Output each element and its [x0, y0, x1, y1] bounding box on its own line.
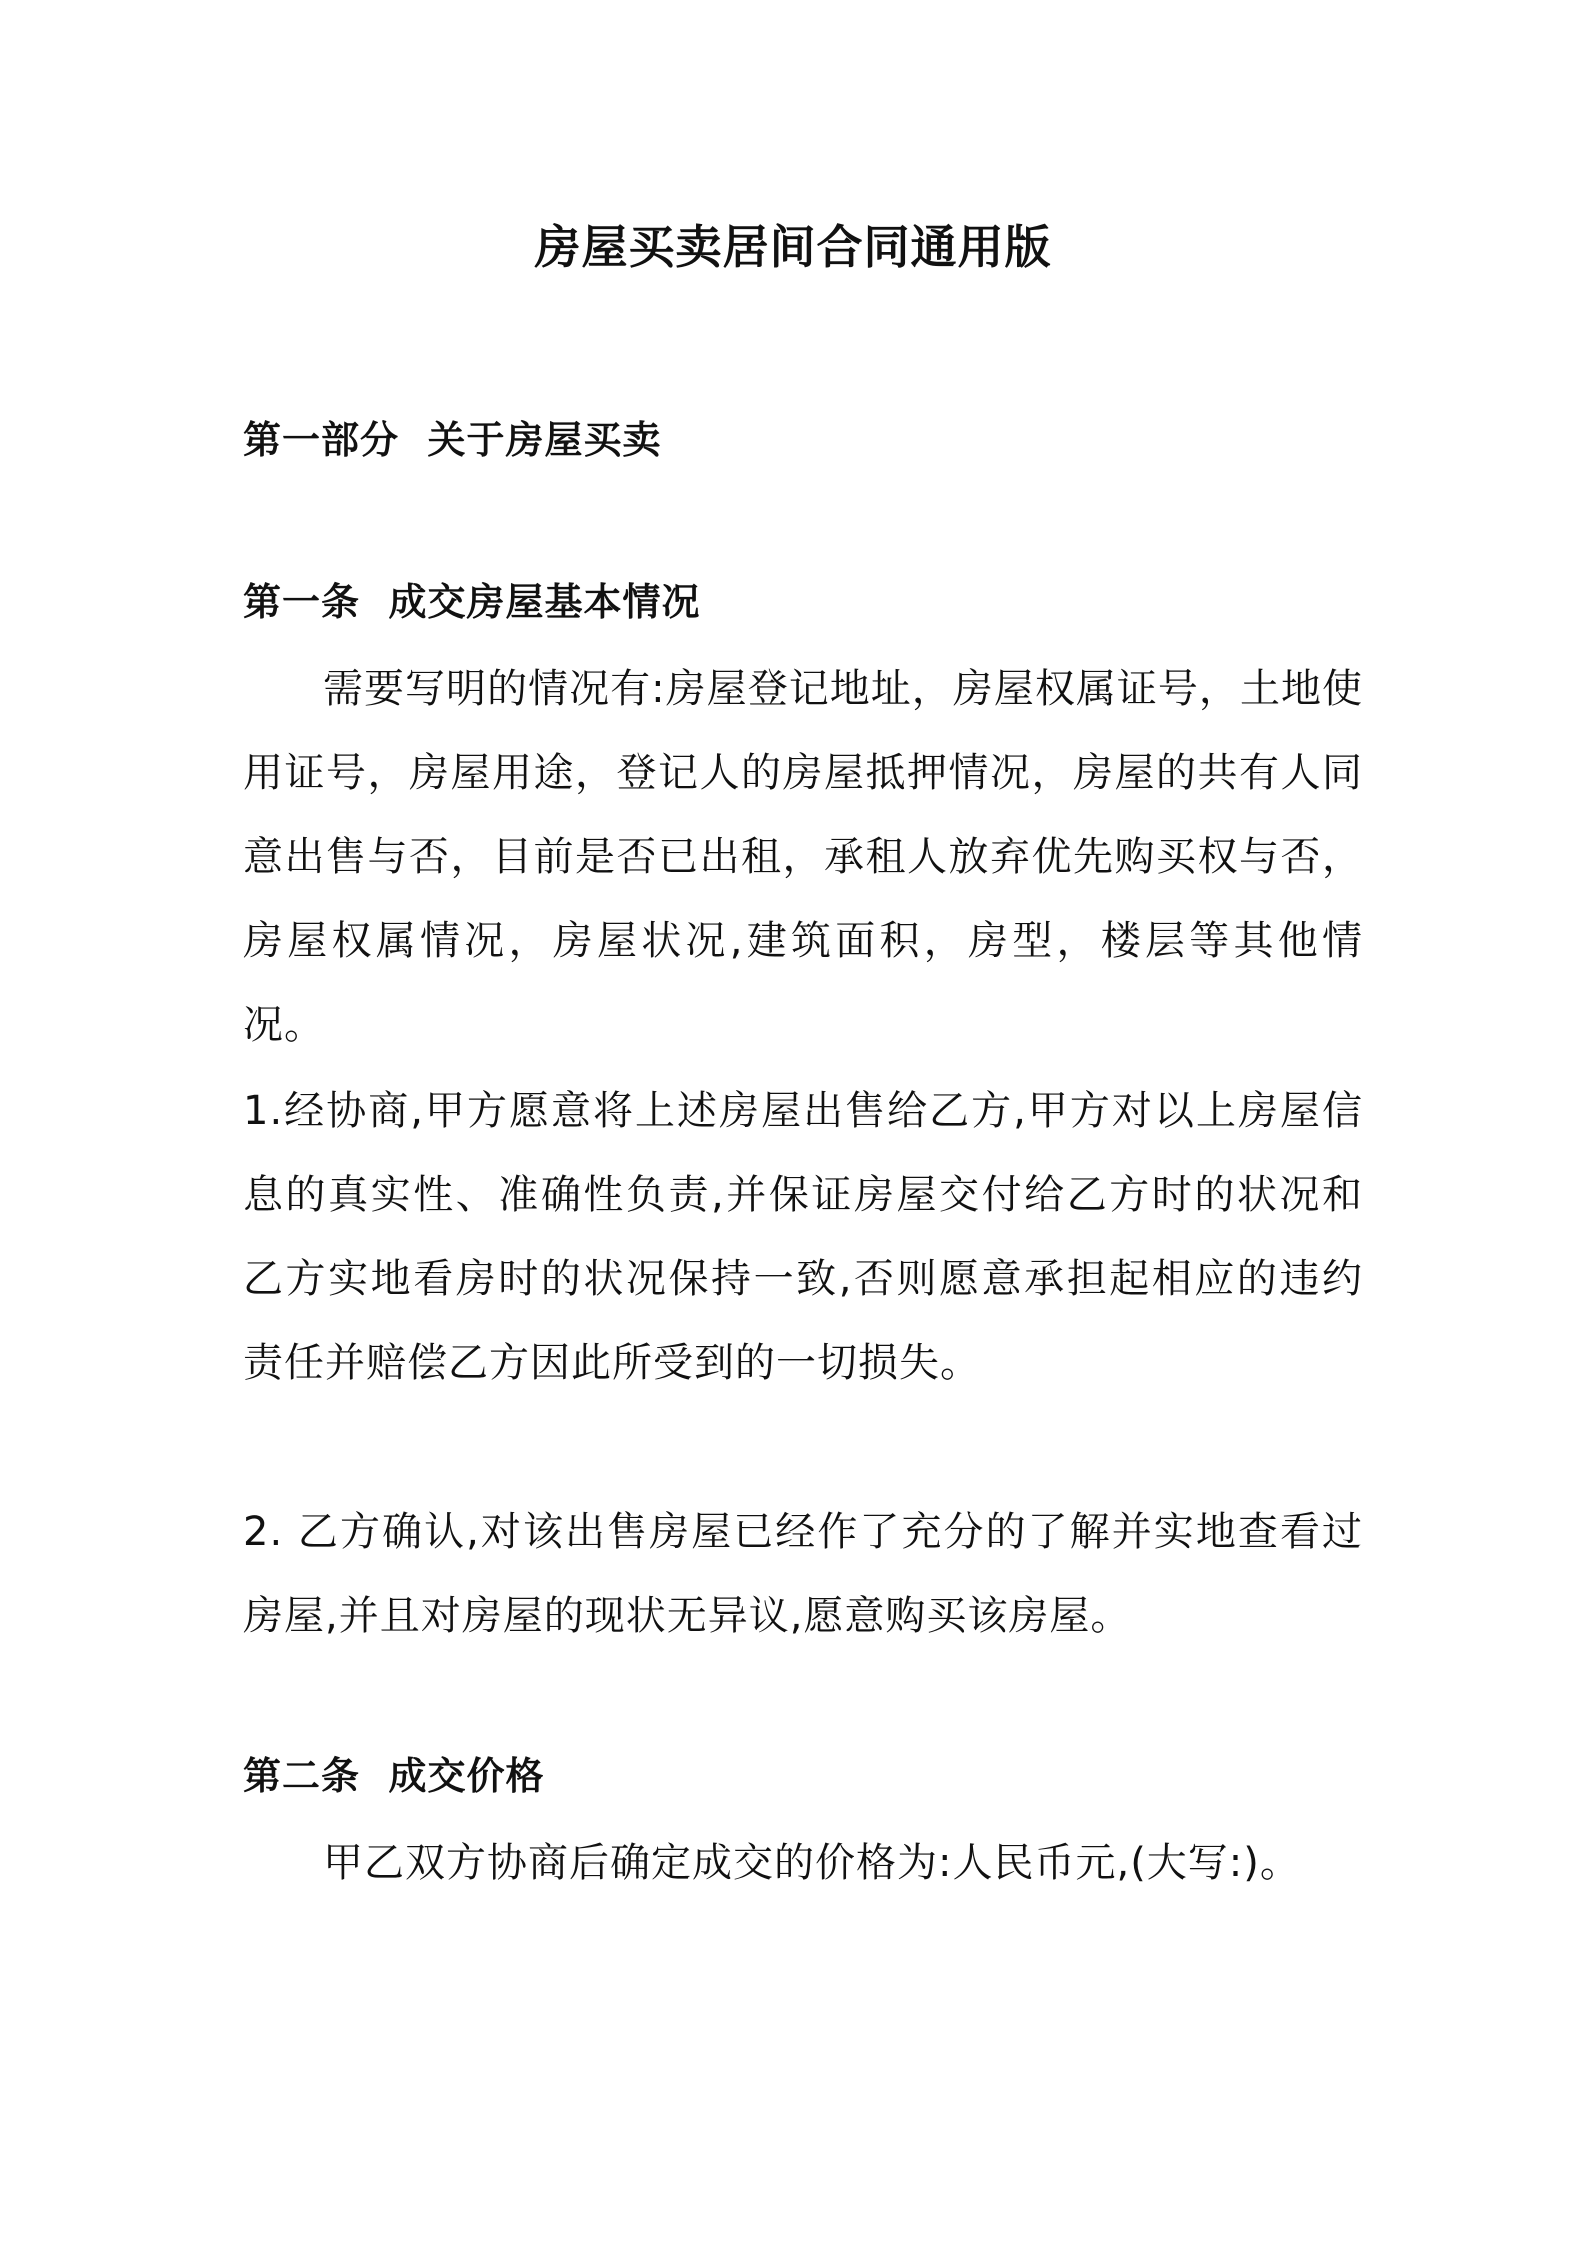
part-heading: 第一部分 关于房屋买卖: [243, 418, 662, 462]
article2-price-paragraph: 甲乙双方协商后确定成交的价格为:人民币元,(大写:)。: [323, 1840, 1301, 1886]
article1-clause1-paragraph: 1.经协商,甲方愿意将上述房屋出售给乙方,甲方对以上房屋信息的真实性、准确性负责,并保证房屋交付给乙方时的状况和乙方实地看房时的状况保持一致,否则愿意承担起相应的违约责任并赔偿乙方因此所受到的一切损失。: [243, 1088, 1363, 1386]
document-title: 房屋买卖居间合同通用版: [534, 220, 1052, 274]
article1-clause2-paragraph: 2. 乙方确认,对该出售房屋已经作了充分的了解并实地查看过房屋,并且对房屋的现状无异议,愿意购买该房屋。: [243, 1509, 1363, 1639]
article1-intro-paragraph: 需要写明的情况有:房屋登记地址，房屋权属证号，土地使用证号，房屋用途，登记人的房屋抵押情况，房屋的共有人同意出售与否，目前是否已出租，承租人放弃优先购买权与否，房屋权属情况，房屋状况,建筑面积，房型，楼层等其他情况。: [243, 666, 1363, 1048]
article2-heading: 第二条 成交价格: [243, 1754, 545, 1798]
article1-heading: 第一条 成交房屋基本情况: [243, 580, 701, 624]
